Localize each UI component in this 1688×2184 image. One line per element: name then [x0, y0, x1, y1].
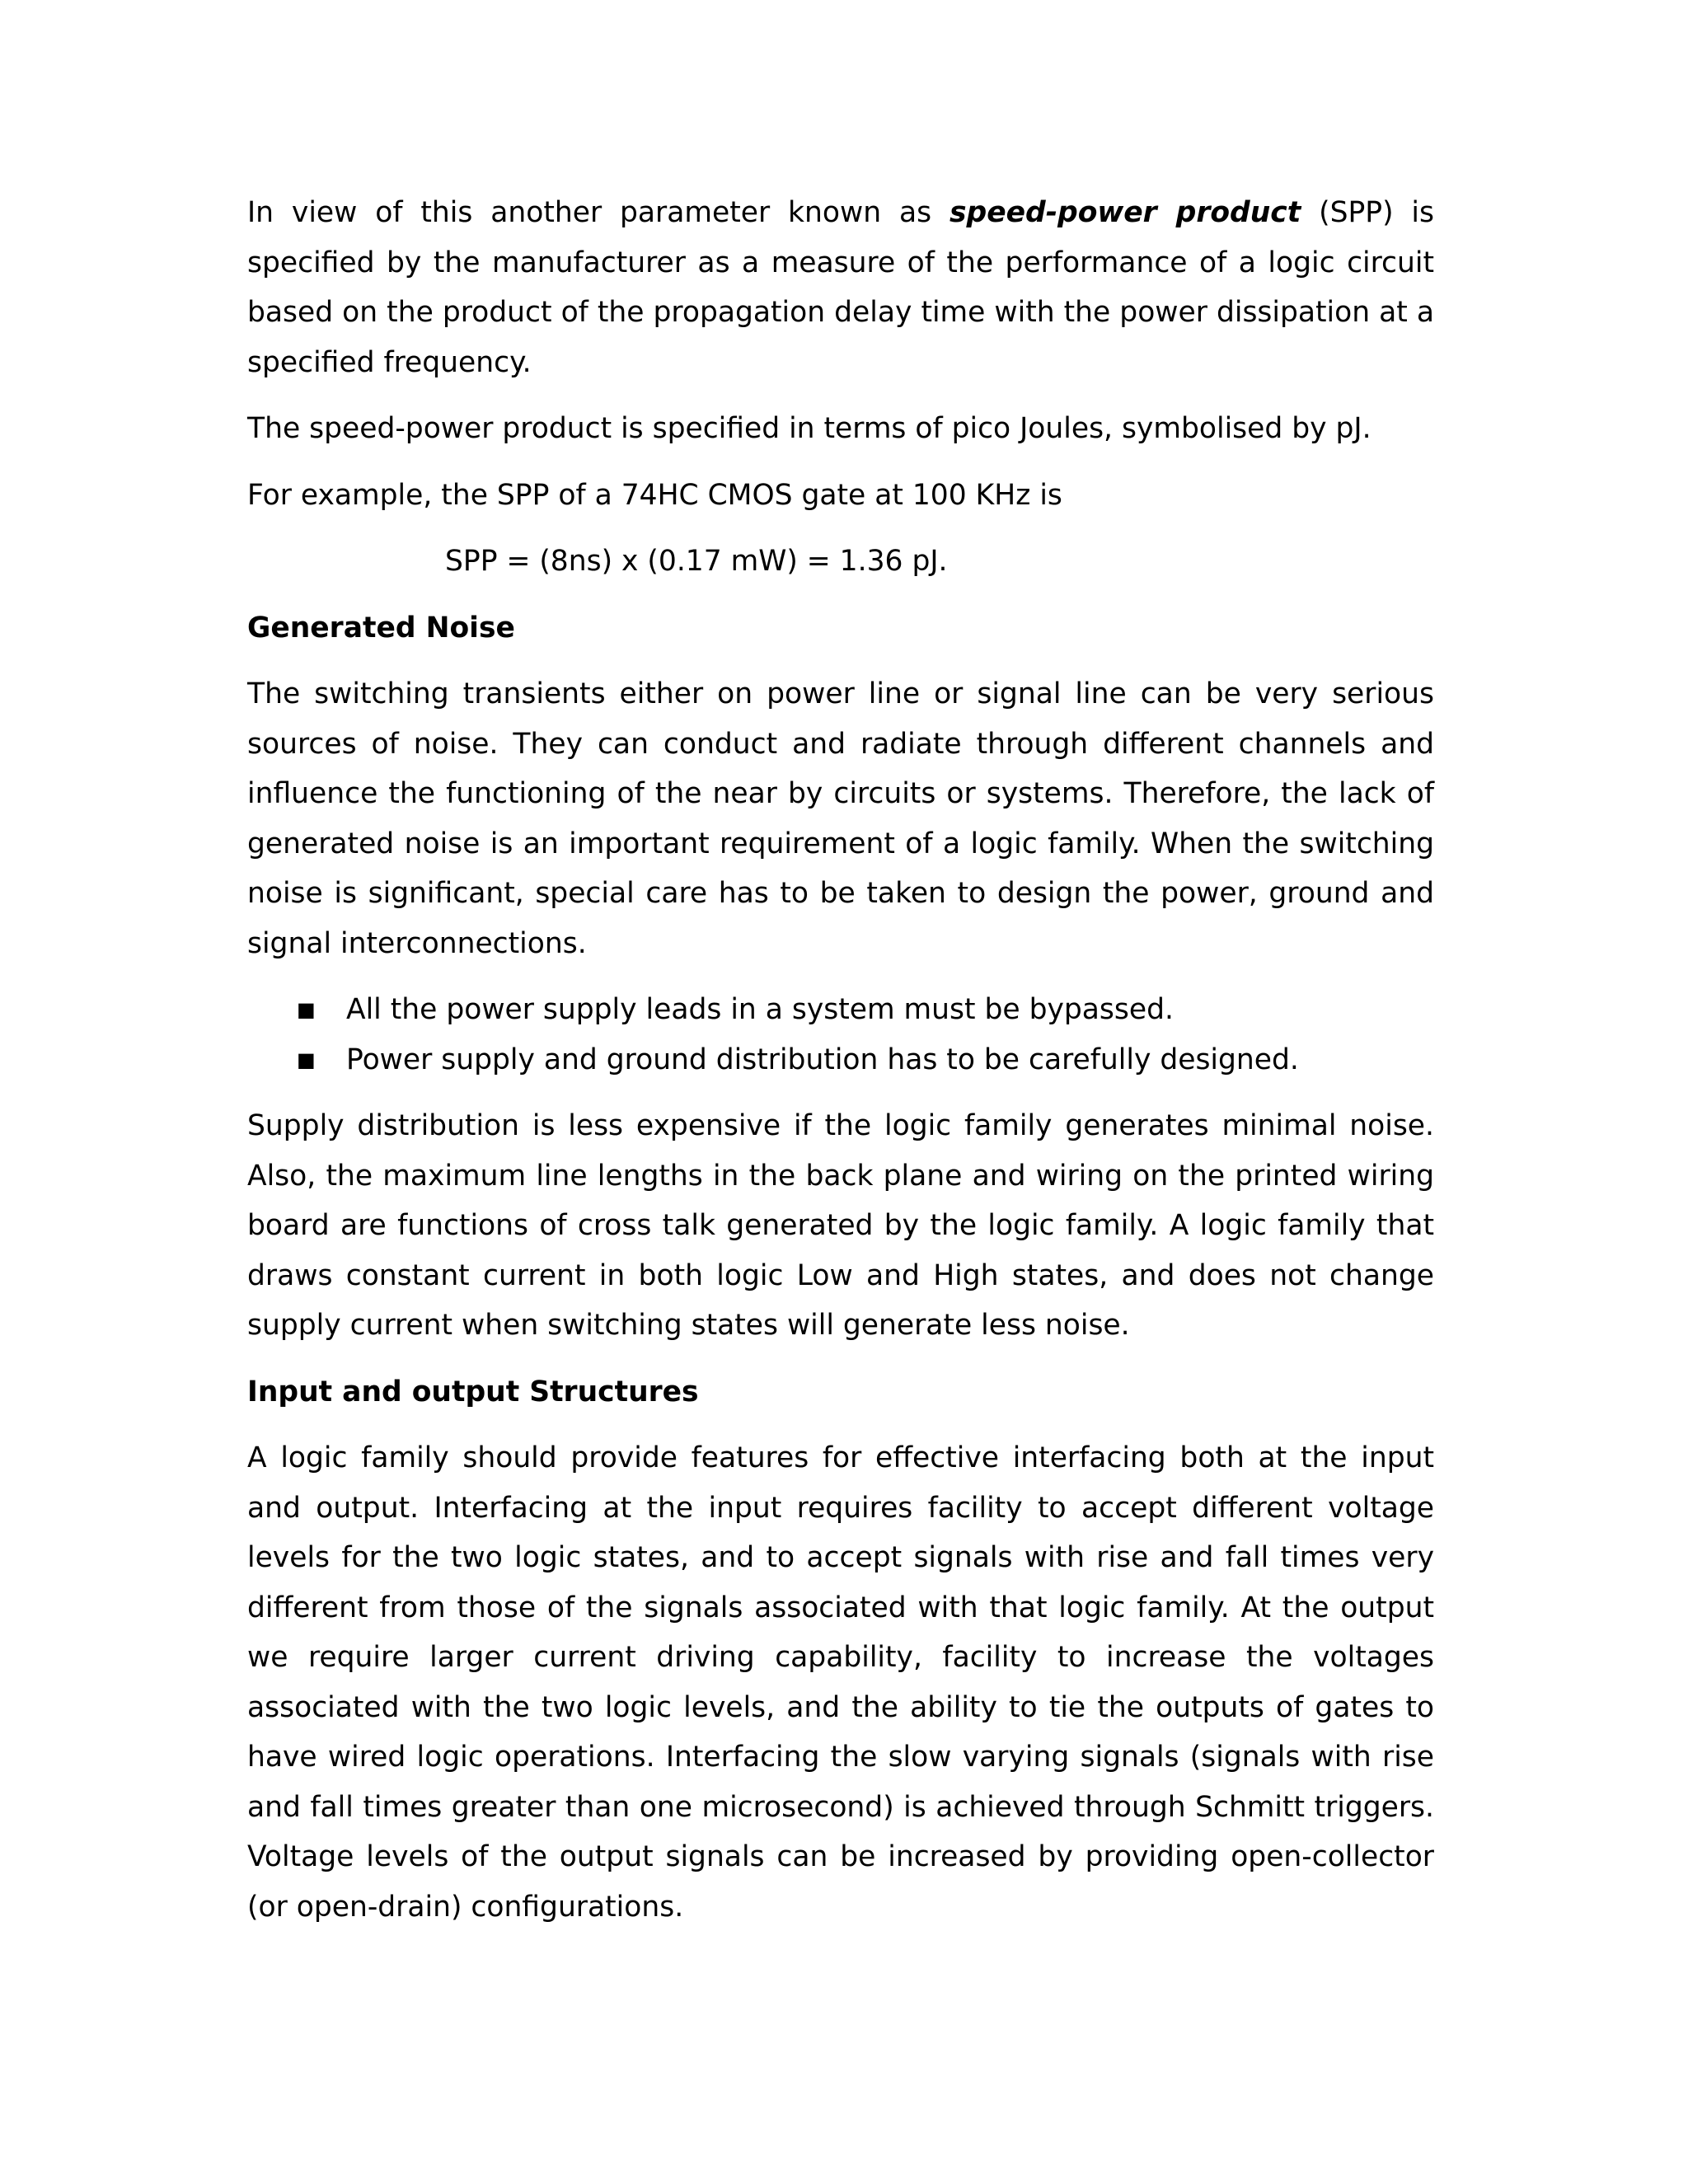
square-bullet-icon: ■: [297, 1047, 316, 1071]
bullet-text: Power supply and ground distribution has to be carefully designed.: [346, 1043, 1299, 1076]
generated-noise-paragraph: The switching transients either on power line or signal line can be very serious sources of noise. They can conduct and radiate through different channels and influence the functioning of the near by circuits or systems. Therefore, the lack of generated noise is an important requirement of a logic family. When the switching noise is significant, special care has to be taken to design the power, ground and signal interconnections.: [247, 677, 1434, 960]
example-equation: SPP = (8ns) x (0.17 mW) = 1.36 pJ.: [445, 545, 948, 578]
example-intro: For example, the SPP of a 74HC CMOS gate at 100 KHz is: [247, 478, 1062, 512]
page-content: [247, 188, 1434, 1932]
square-bullet-icon: ■: [297, 998, 316, 1021]
bullet-text: All the power supply leads in a system must be bypassed.: [346, 993, 1174, 1026]
speed-power-product-term: speed-power product: [949, 196, 1301, 229]
io-structures-heading: Input and output Structures: [247, 1375, 699, 1408]
generated-noise-heading: Generated Noise: [247, 611, 515, 644]
intro-paragraph: [247, 188, 1434, 387]
generated-noise-bullet-list: [247, 985, 1434, 1085]
intro-text-after: (SPP) is specified by the manufacturer as a measure of the performance of a logic circuit based on the product of the propagation delay time with the power dissipation at a specified frequency.: [247, 196, 1434, 379]
intro-text-before: In view of this another parameter known as: [247, 196, 950, 229]
io-structures-paragraph: A logic family should provide features for effective interfacing both at the input and output. Interfacing at the input requires facility to accept different voltage levels for the two logic states, and to accept signals with rise and fall times very different from those of the signals associated with that logic family. At the output we require larger current driving capability, facility to increase the voltages associated with the two logic levels, and the ability to tie the outputs of gates to have wired logic operations. Interfacing the slow varying signals (signals with rise and fall times greater than one microsecond) is achieved through Schmitt triggers. Voltage levels of the output signals can be increased by providing open-collector (or open-drain) configurations.: [247, 1441, 1434, 1924]
spp-units-paragraph: The speed-power product is specified in terms of pico Joules, symbolised by pJ.: [247, 412, 1372, 445]
bullet-item: [247, 1035, 1434, 1085]
supply-distribution-paragraph: Supply distribution is less expensive if the logic family generates minimal noise. Also, the maximum line lengths in the back plane and wiring on the printed wiring board are functions of cross talk generated by the logic family. A logic family that draws constant current in both logic Low and High states, and does not change supply current when switching states will generate less noise.: [247, 1109, 1434, 1342]
bullet-item: [247, 985, 1434, 1035]
